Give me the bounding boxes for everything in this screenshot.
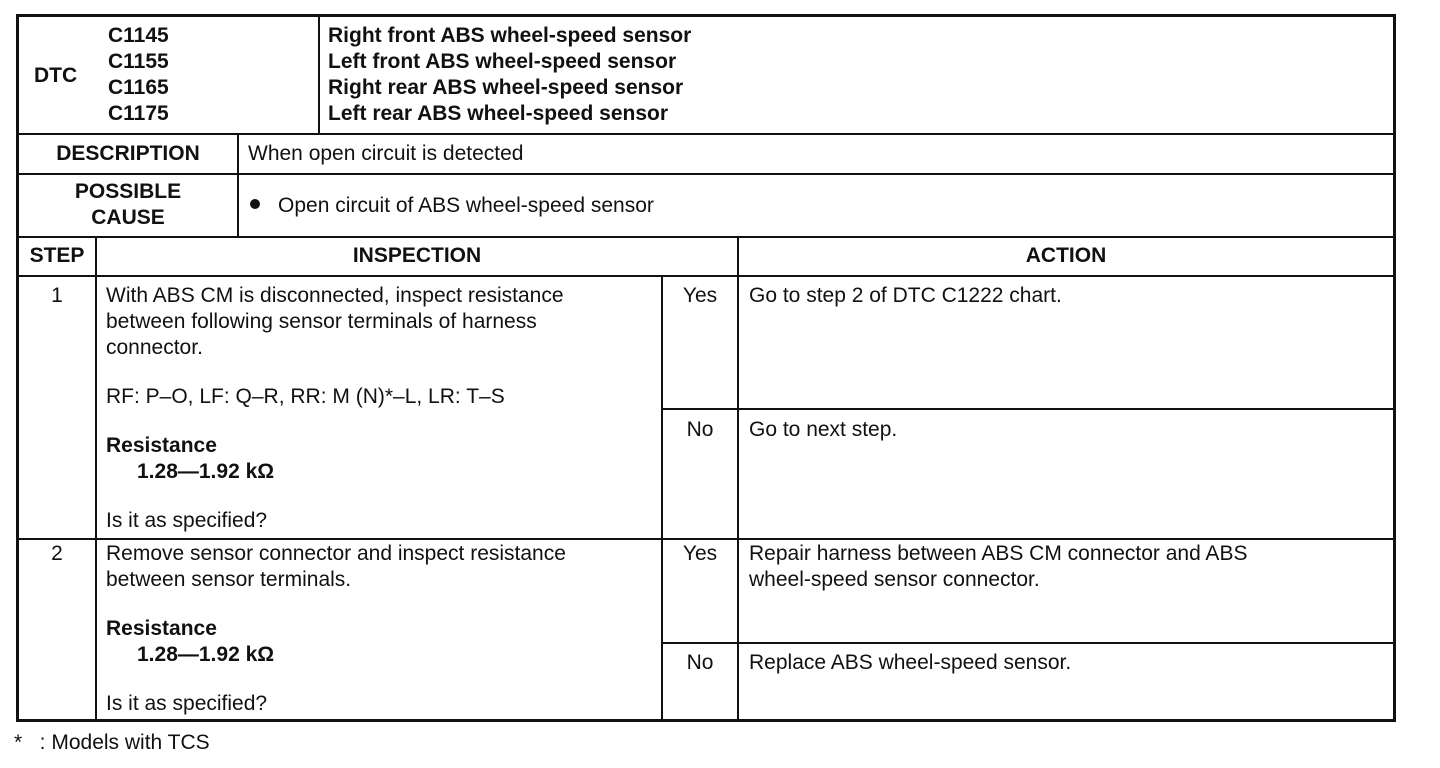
row-divider-dtc	[16, 133, 1396, 135]
row-divider-header	[16, 275, 1396, 277]
row-divider-description	[16, 173, 1396, 175]
column-header-action: ACTION	[1025, 244, 1107, 267]
step-question: Is it as specified?	[106, 509, 268, 532]
step-spec-label: Resistance	[106, 434, 217, 457]
dtc-sensor-name: Right front ABS wheel-speed sensor	[328, 24, 692, 47]
col-divider-action	[737, 236, 739, 722]
step-no-action: Replace ABS wheel-speed sensor.	[749, 651, 1072, 674]
step-number: 1	[51, 284, 63, 307]
step-spec-value: 1.28—1.92 kΩ	[137, 643, 275, 666]
row-divider-cause	[16, 236, 1396, 238]
col-divider-step	[95, 236, 97, 722]
step-question: Is it as specified?	[106, 692, 268, 715]
step-spec-label: Resistance	[106, 617, 217, 640]
col-divider-label	[237, 133, 239, 237]
step-terminals: RF: P–O, LF: Q–R, RR: M (N)*–L, LR: T–S	[106, 385, 505, 408]
description-text: When open circuit is detected	[248, 142, 524, 165]
step-inspection-line: Remove sensor connector and inspect resistance	[106, 542, 566, 565]
dtc-code: C1165	[108, 76, 169, 99]
column-header-inspection: INSPECTION	[352, 244, 482, 267]
description-label: DESCRIPTION	[56, 142, 200, 165]
step-yes-label: Yes	[682, 542, 718, 565]
step-spec-value: 1.28—1.92 kΩ	[137, 460, 275, 483]
col-divider-dtc	[318, 14, 320, 134]
step-no-action: Go to next step.	[749, 418, 898, 441]
column-header-step: STEP	[29, 244, 85, 267]
step-inspection-line: between sensor terminals.	[106, 568, 352, 591]
step-inspection-line: connector.	[106, 336, 203, 359]
dtc-chart-table	[16, 14, 1396, 722]
step-no-label: No	[686, 418, 714, 441]
dtc-sensor-name: Right rear ABS wheel-speed sensor	[328, 76, 684, 99]
dtc-code: C1145	[108, 24, 169, 47]
dtc-sensor-name: Left front ABS wheel-speed sensor	[328, 50, 677, 73]
row-divider-step2-yes-no	[661, 642, 1396, 644]
step-yes-label: Yes	[682, 284, 718, 307]
dtc-label: DTC	[34, 64, 78, 87]
step-inspection-line: between following sensor terminals of harness	[106, 310, 537, 333]
possible-cause-item	[250, 193, 654, 219]
step-no-label: No	[686, 651, 714, 674]
dtc-sensor-name: Left rear ABS wheel-speed sensor	[328, 102, 668, 125]
dtc-code: C1175	[108, 102, 169, 125]
possible-cause-label-line2: CAUSE	[91, 206, 165, 229]
step-yes-action-line: wheel-speed sensor connector.	[749, 568, 1040, 591]
possible-cause-text: Open circuit of ABS wheel-speed sensor	[278, 194, 654, 217]
step-inspection-line: With ABS CM is disconnected, inspect resistance	[106, 284, 564, 307]
step-number: 2	[51, 542, 63, 565]
row-divider-step1-yes-no	[661, 408, 1396, 410]
bullet-icon	[250, 199, 260, 209]
possible-cause-label-line1: POSSIBLE	[74, 180, 182, 203]
step-yes-action-line: Repair harness between ABS CM connector and ABS	[749, 542, 1248, 565]
step-yes-action: Go to step 2 of DTC C1222 chart.	[749, 284, 1062, 307]
dtc-code: C1155	[108, 50, 169, 73]
row-divider-step1	[16, 538, 1396, 540]
footnote: * : Models with TCS	[14, 731, 210, 754]
